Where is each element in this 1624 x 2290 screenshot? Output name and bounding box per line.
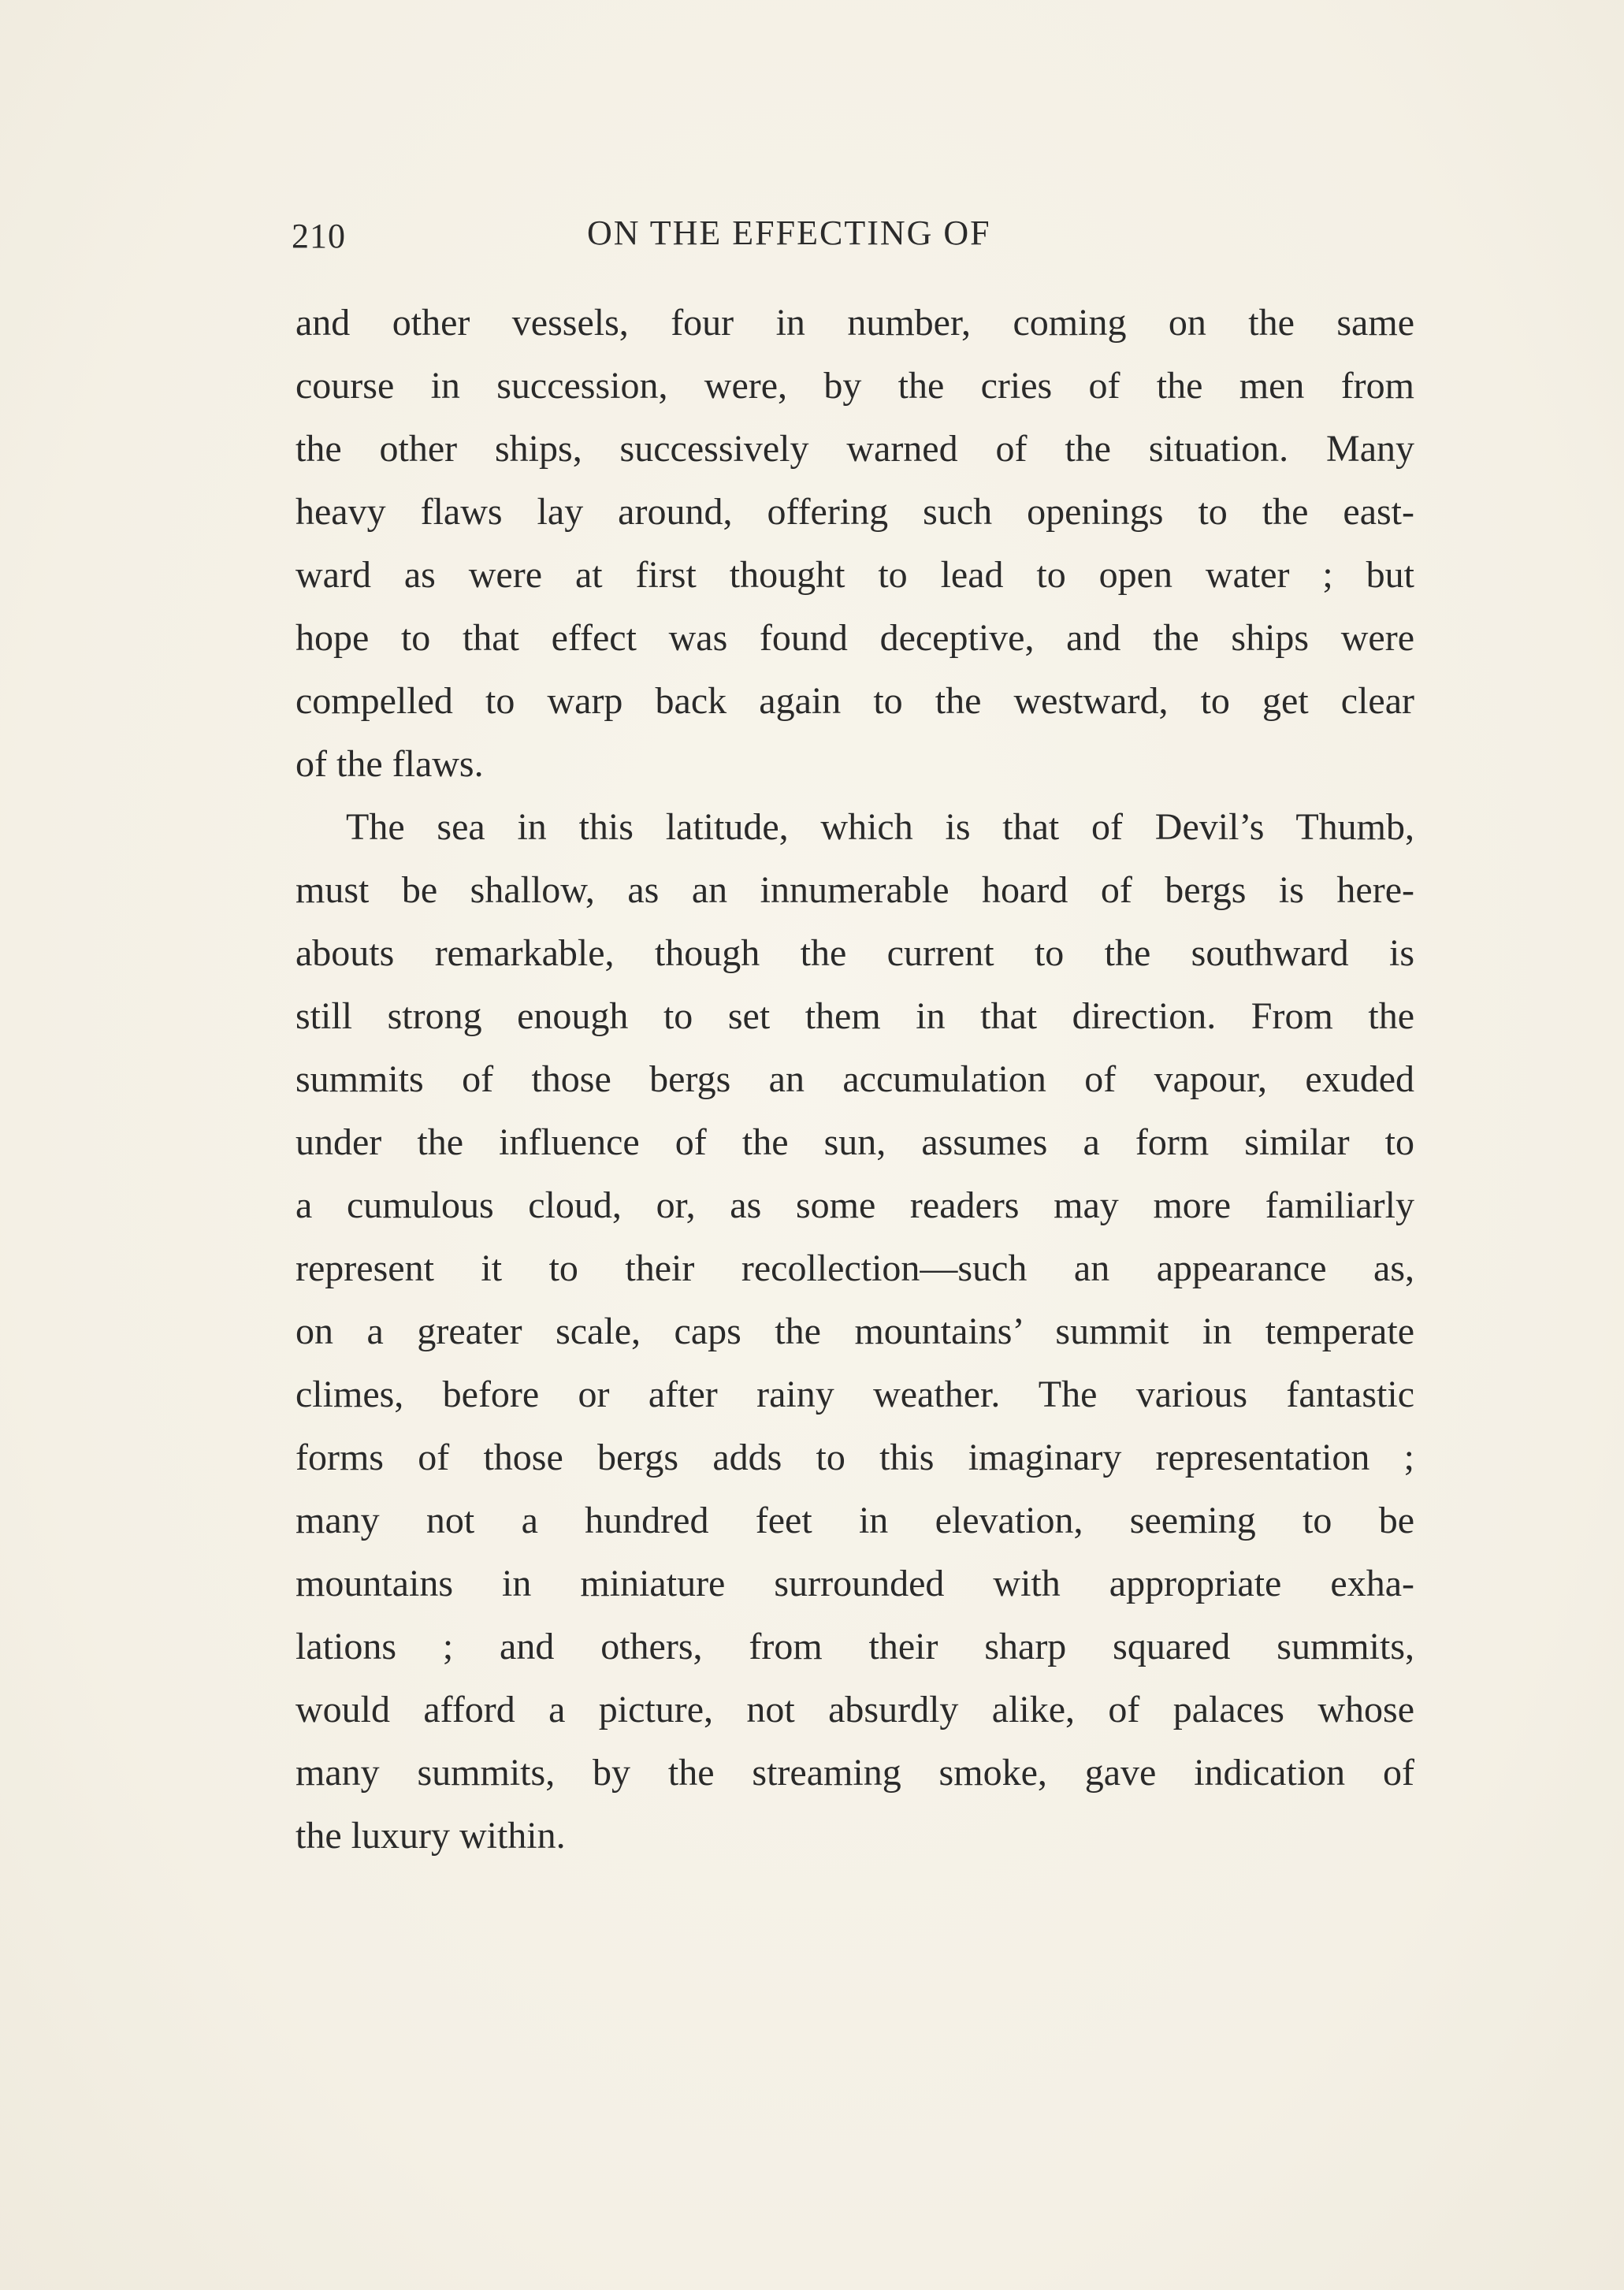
text-line: summits of those bergs an accumulation of vapour, exuded [295,1058,1414,1100]
paragraph [295,796,1414,1868]
text-line: forms of those bergs adds to this imaginary representation ; [295,1437,1414,1478]
text-line: ward as were at first thought to lead to open water ; but [295,554,1414,596]
text-line: the luxury within. [295,1815,566,1857]
text-line: many summits, by the streaming smoke, gave indication of [295,1752,1414,1794]
text-line: abouts remarkable, though the current to the southward is [295,932,1414,974]
page-number: 210 [292,217,346,255]
text-line: many not a hundred feet in elevation, seeming to be [295,1500,1414,1541]
text-line: climes, before or after rainy weather. The various fantastic [295,1374,1414,1415]
page-header [292,206,1395,270]
text-line: lations ; and others, from their sharp squared summits, [295,1626,1414,1667]
text-line: the other ships, successively warned of the situation. Many [295,428,1414,470]
text-line: still strong enough to set them in that direction. From the [295,995,1414,1037]
text-line: of the flaws. [295,743,484,785]
text-line: must be shallow, as an innumerable hoard of bergs is here- [295,869,1414,911]
text-line: mountains in miniature surrounded with appropriate exha- [295,1563,1414,1604]
text-line: and other vessels, four in number, coming on the same [295,302,1414,344]
text-line: The sea in this latitude, which is that of Devil’s Thumb, [346,806,1414,848]
text-line: a cumulous cloud, or, as some readers may more familiarly [295,1184,1414,1226]
body-text [295,292,1414,1868]
text-line: on a greater scale, caps the mountains’ summit in temperate [295,1310,1414,1352]
text-line: compelled to warp back again to the westward, to get clear [295,680,1414,722]
paragraph [295,292,1414,796]
text-line: represent it to their recollection—such an appearance as, [295,1247,1414,1289]
text-line: under the influence of the sun, assumes a form similar to [295,1121,1414,1163]
text-line: would afford a picture, not absurdly alike, of palaces whose [295,1689,1414,1731]
text-line: heavy flaws lay around, offering such openings to the east- [295,491,1414,533]
text-line: hope to that effect was found deceptive, and the ships were [295,617,1414,659]
running-title: ON THE EFFECTING OF [587,214,991,252]
text-line: course in succession, were, by the cries of the men from [295,365,1414,407]
